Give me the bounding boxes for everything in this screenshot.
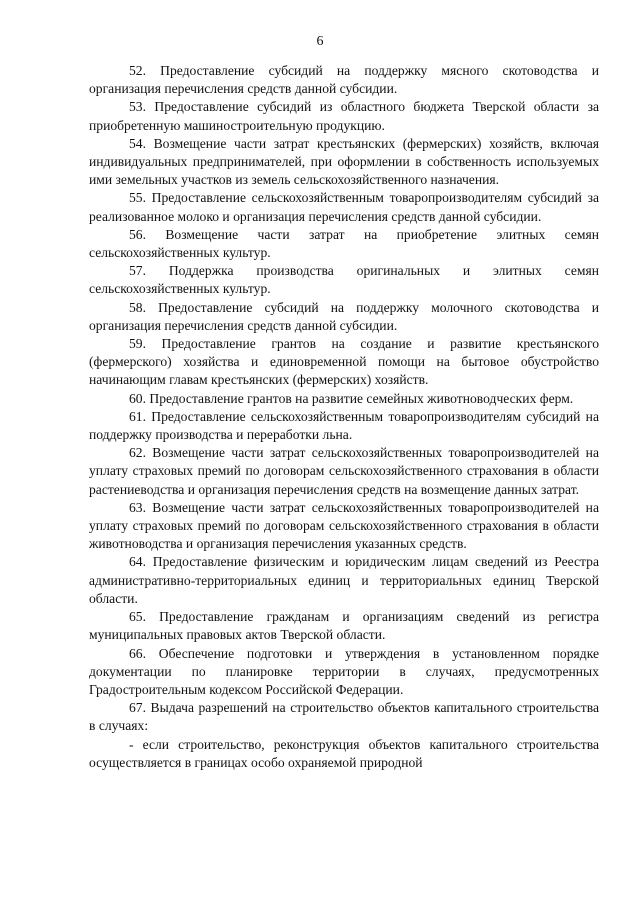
- paragraph-54: 54. Возмещение части затрат крестьянских (фермерских) хозяйств, включая индивидуальных предпринимателей, при оформлении в собственность используемых ими земельных участков из земель сельскохозяйственного назначения.: [89, 135, 599, 188]
- paragraph-61: 61. Предоставление сельскохозяйственным товаропроизводителям субсидий на поддержку производства и переработки льна.: [89, 408, 599, 443]
- paragraph-67: 67. Выдача разрешений на строительство объектов капитального строительства в случаях:: [89, 700, 599, 734]
- paragraph-64: 64. Предоставление физическим и юридическим лицам сведений из Реестра административно-территориальных единиц и территориальных единиц Тверской области.: [89, 554, 599, 606]
- paragraph-63: 63. Возмещение части затрат сельскохозяйственных товаропроизводителей на уплату страховых премий по договорам сельскохозяйственного страхования в области животноводства и организация перечисления указанных средств.: [89, 499, 599, 552]
- bullet-item: - если строительство, реконструкция объектов капитального строительства осуществляется в границах особо охраняемой природной: [89, 736, 599, 770]
- paragraph-58: 58. Предоставление субсидий на поддержку молочного скотоводства и организация перечисления средств данной субсидии.: [89, 299, 599, 333]
- paragraph-60: 60. Предоставление грантов на развитие семейных животноводческих ферм.: [129, 390, 574, 406]
- paragraph-57: 57. Поддержка производства оригинальных и элитных семян сельскохозяйственных культур.: [89, 263, 599, 297]
- paragraph-52: 52. Предоставление субсидий на поддержку мясного скотоводства и организация перечисления средств данной субсидии.: [89, 63, 599, 97]
- paragraph-62: 62. Возмещение части затрат сельскохозяйственных товаропроизводителей на уплату страховых премий по договорам сельскохозяйственного страхования в области растениеводства и организация перечисления средств на возмещение данных затрат.: [89, 445, 599, 497]
- paragraph-55: 55. Предоставление сельскохозяйственным товаропроизводителям субсидий за реализованное молоко и организация перечисления средств данной субсидии.: [89, 190, 599, 224]
- paragraph-53: 53. Предоставление субсидий из областного бюджета Тверской области за приобретенную машиностроительную продукцию.: [89, 99, 599, 133]
- document-body: [89, 62, 599, 772]
- paragraph-56: 56. Возмещение части затрат на приобретение элитных семян сельскохозяйственных культур.: [89, 226, 599, 261]
- paragraph-65: 65. Предоставление гражданам и организациям сведений из регистра муниципальных правовых актов Тверской области.: [89, 609, 599, 643]
- paragraph-66: 66. Обеспечение подготовки и утверждения в установленном порядке документации по планировке территории в случаях, предусмотренных Градостроительным кодексом Российской Федерации.: [89, 645, 599, 697]
- paragraph-59: 59. Предоставление грантов на создание и развитие крестьянского (фермерского) хозяйства и единовременной помощи на бытовое обустройство начинающим главам крестьянских (фермерских) хозяйств.: [89, 336, 599, 388]
- page-number: 6: [316, 34, 324, 49]
